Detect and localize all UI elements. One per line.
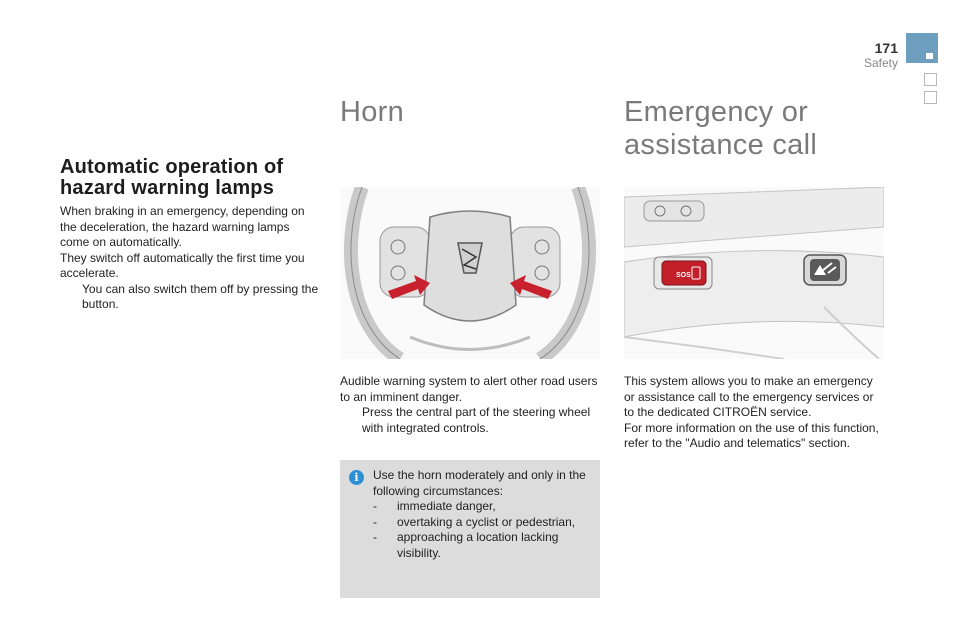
ceiling-console-illustration [624,187,884,359]
info-item [373,530,595,561]
bullet-icon [340,405,362,436]
info-item [373,499,595,515]
emergency-paragraph-2: For more information on the use of this function, refer to the "Audio and telematics" section. [624,420,879,450]
dash-marker: - [373,499,377,513]
hazard-lamps-heading: Automatic operation of hazard warning lamps [60,156,284,199]
hazard-lamps-text [60,204,322,313]
emergency-heading [624,96,884,162]
dash-marker: - [373,530,377,544]
info-text [373,468,595,561]
hazard-bullet-text: You can also switch them off by pressing the button. [82,281,319,311]
hazard-paragraph-2: They switch off automatically the first time you accelerate. [60,250,305,280]
dash-marker: - [373,514,377,529]
horn-heading: Horn [340,96,405,128]
emergency-paragraph-1: This system allows you to make an emergency or assistance call to the emergency services or to the dedicated CITROËN service. [624,374,874,419]
section-tab[interactable] [924,91,937,104]
emergency-heading-line1: Emergency or [624,96,809,128]
bullet-icon [60,282,82,313]
info-item [373,515,595,531]
horn-info-box [340,460,600,598]
section-tab[interactable] [924,73,937,86]
horn-bullet-text: Press the central part of the steering wheel with integrated controls. [362,405,591,435]
hazard-paragraph-1: When braking in an emergency, depending on the deceleration, the hazard warning lamps come on automatically. [60,204,305,249]
steering-wheel-illustration [340,187,600,359]
section-tab-active[interactable] [906,33,938,63]
horn-paragraph-1: Audible warning system to alert other road users to an imminent danger. [340,374,598,404]
horn-text [340,374,602,436]
info-intro: Use the horn moderately and only in the following circumstances: [373,468,586,498]
page-number: 171 [874,40,898,56]
info-item-text: approaching a location lacking visibility. [397,530,559,560]
info-item-text: overtaking a cyclist or pedestrian, [397,514,576,529]
info-item-text: immediate danger, [397,499,496,513]
sos-label: SOS [676,272,691,279]
emergency-buttons-image [624,187,884,359]
emergency-text [624,374,886,452]
emergency-heading-line2: assistance call [624,129,818,161]
steering-wheel-image [340,187,600,359]
horn-bullet [340,405,602,436]
section-name: Safety [863,56,898,70]
hazard-bullet [60,282,322,313]
info-icon: i [349,470,364,485]
